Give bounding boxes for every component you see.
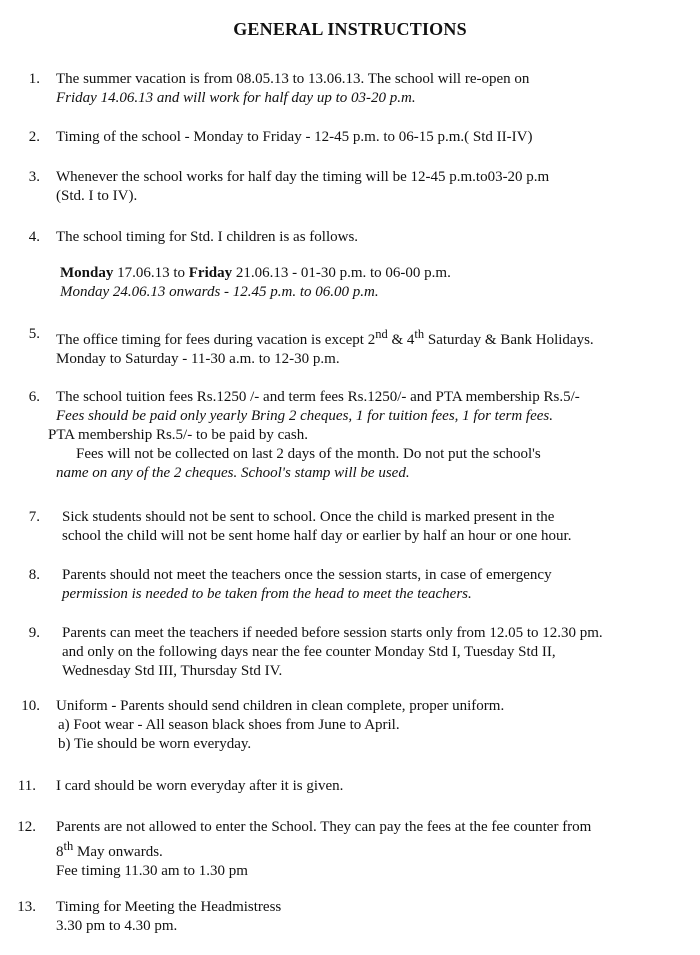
schedule-line: Monday 24.06.13 onwards - 12.45 p.m. to 06.00 p.m. <box>60 284 379 300</box>
item-line: permission is needed to be taken from the head to meet the teachers. <box>62 586 472 602</box>
item-line: b) Tie should be worn everyday. <box>58 736 252 752</box>
item-line <box>56 325 692 350</box>
item-line: Sick students should not be sent to school. Once the child is marked present in the <box>62 509 555 525</box>
item-line: a) Foot wear - All season black shoes from June to April. <box>58 717 400 733</box>
item-number: 4. <box>28 229 40 245</box>
schedule-date: 17.06.13 to <box>113 265 189 281</box>
item-body <box>62 624 698 681</box>
item-line: Fees should be paid only yearly Bring 2 cheques, 1 for tuition fees, 1 for term fees. <box>56 408 553 424</box>
item-body <box>56 818 692 881</box>
uniform-heading-line: Uniform - Parents should send children in clean complete, proper uniform. <box>56 698 505 714</box>
item-line: name on any of the 2 cheques. School's stamp will be used. <box>56 465 410 481</box>
item-number: 10. <box>21 698 40 714</box>
item-body <box>56 168 692 206</box>
item-line: The summer vacation is from 08.05.13 to 13.06.13. The school will re-open on <box>56 71 530 87</box>
item-line: Fee timing 11.30 am to 1.30 pm <box>56 863 248 879</box>
item-line <box>56 837 692 862</box>
item-body <box>62 566 698 604</box>
item-line: Parents are not allowed to enter the School. They can pay the fees at the fee counter from <box>56 819 592 835</box>
text-run: & 4 <box>387 332 415 348</box>
schedule-time: 21.06.13 - 01-30 p.m. to 06-00 p.m. <box>232 265 451 281</box>
document-title: GENERAL INSTRUCTIONS <box>233 19 467 39</box>
item-body <box>62 508 698 546</box>
item-line: 3.30 pm to 4.30 pm. <box>56 918 178 934</box>
item-body <box>56 697 692 754</box>
text-run: Saturday & Bank Holidays. <box>424 332 594 348</box>
item-number: 11. <box>17 778 36 794</box>
item-number: 13. <box>17 899 36 915</box>
text-run: May onwards. <box>73 844 163 860</box>
item-number: 6. <box>28 389 40 405</box>
schedule-day: Friday <box>188 265 233 281</box>
item-number: 12. <box>17 819 36 835</box>
item-body <box>56 228 692 302</box>
item-line: PTA membership Rs.5/- to be paid by cash. <box>48 427 309 443</box>
item-body <box>56 777 692 796</box>
item-line: Whenever the school works for half day the timing will be 12-45 p.m.to03-20 p.m <box>56 169 550 185</box>
item-line: Parents should not meet the teachers once the session starts, in case of emergency <box>62 567 552 583</box>
superscript: nd <box>375 327 388 341</box>
schedule-day: Monday <box>60 265 114 281</box>
item-body <box>56 898 692 936</box>
text-run: 8 <box>56 844 64 860</box>
item-line <box>56 697 692 716</box>
item-number: 8. <box>28 567 40 583</box>
item-number: 2. <box>28 129 40 145</box>
item-line: and only on the following days near the fee counter Monday Std I, Tuesday Std II, <box>62 644 556 660</box>
item-line: Monday to Saturday - 11-30 a.m. to 12-30 p.m. <box>56 351 340 367</box>
item-number: 3. <box>28 169 40 185</box>
item-number: 1. <box>28 71 40 87</box>
item-line: school the child will not be sent home half day or earlier by half an hour or one hour. <box>62 528 572 544</box>
item-line: The school tuition fees Rs.1250 /- and term fees Rs.1250/- and PTA membership Rs.5/- <box>56 389 580 405</box>
item-number: 5. <box>28 326 40 342</box>
superscript: th <box>414 327 425 341</box>
superscript: th <box>63 839 74 853</box>
item-line: Timing for Meeting the Headmistress <box>56 899 282 915</box>
item-line: I card should be worn everyday after it is given. <box>56 778 344 794</box>
item-line: (Std. I to IV). <box>56 188 138 204</box>
item-body <box>56 70 692 108</box>
item-number: 7. <box>28 509 40 525</box>
item-line: The school timing for Std. I children is as follows. <box>56 229 359 245</box>
schedule-line <box>60 264 692 283</box>
item-line: Fees will not be collected on last 2 days of the month. Do not put the school's <box>76 446 541 462</box>
item-line: Parents can meet the teachers if needed before session starts only from 12.05 to 12.30 pm. <box>62 625 603 641</box>
item-line: Wednesday Std III, Thursday Std IV. <box>62 663 283 679</box>
item-body <box>48 388 692 483</box>
item-number: 9. <box>28 625 40 641</box>
item-body <box>56 325 692 369</box>
item-line: Timing of the school - Monday to Friday - 12-45 p.m. to 06-15 p.m.( Std II-IV) <box>56 129 533 145</box>
item-line: Friday 14.06.13 and will work for half day up to 03-20 p.m. <box>56 90 416 106</box>
item-body <box>56 128 692 147</box>
std1-schedule <box>56 264 692 302</box>
text-run: The office timing for fees during vacation is except 2 <box>56 332 376 348</box>
